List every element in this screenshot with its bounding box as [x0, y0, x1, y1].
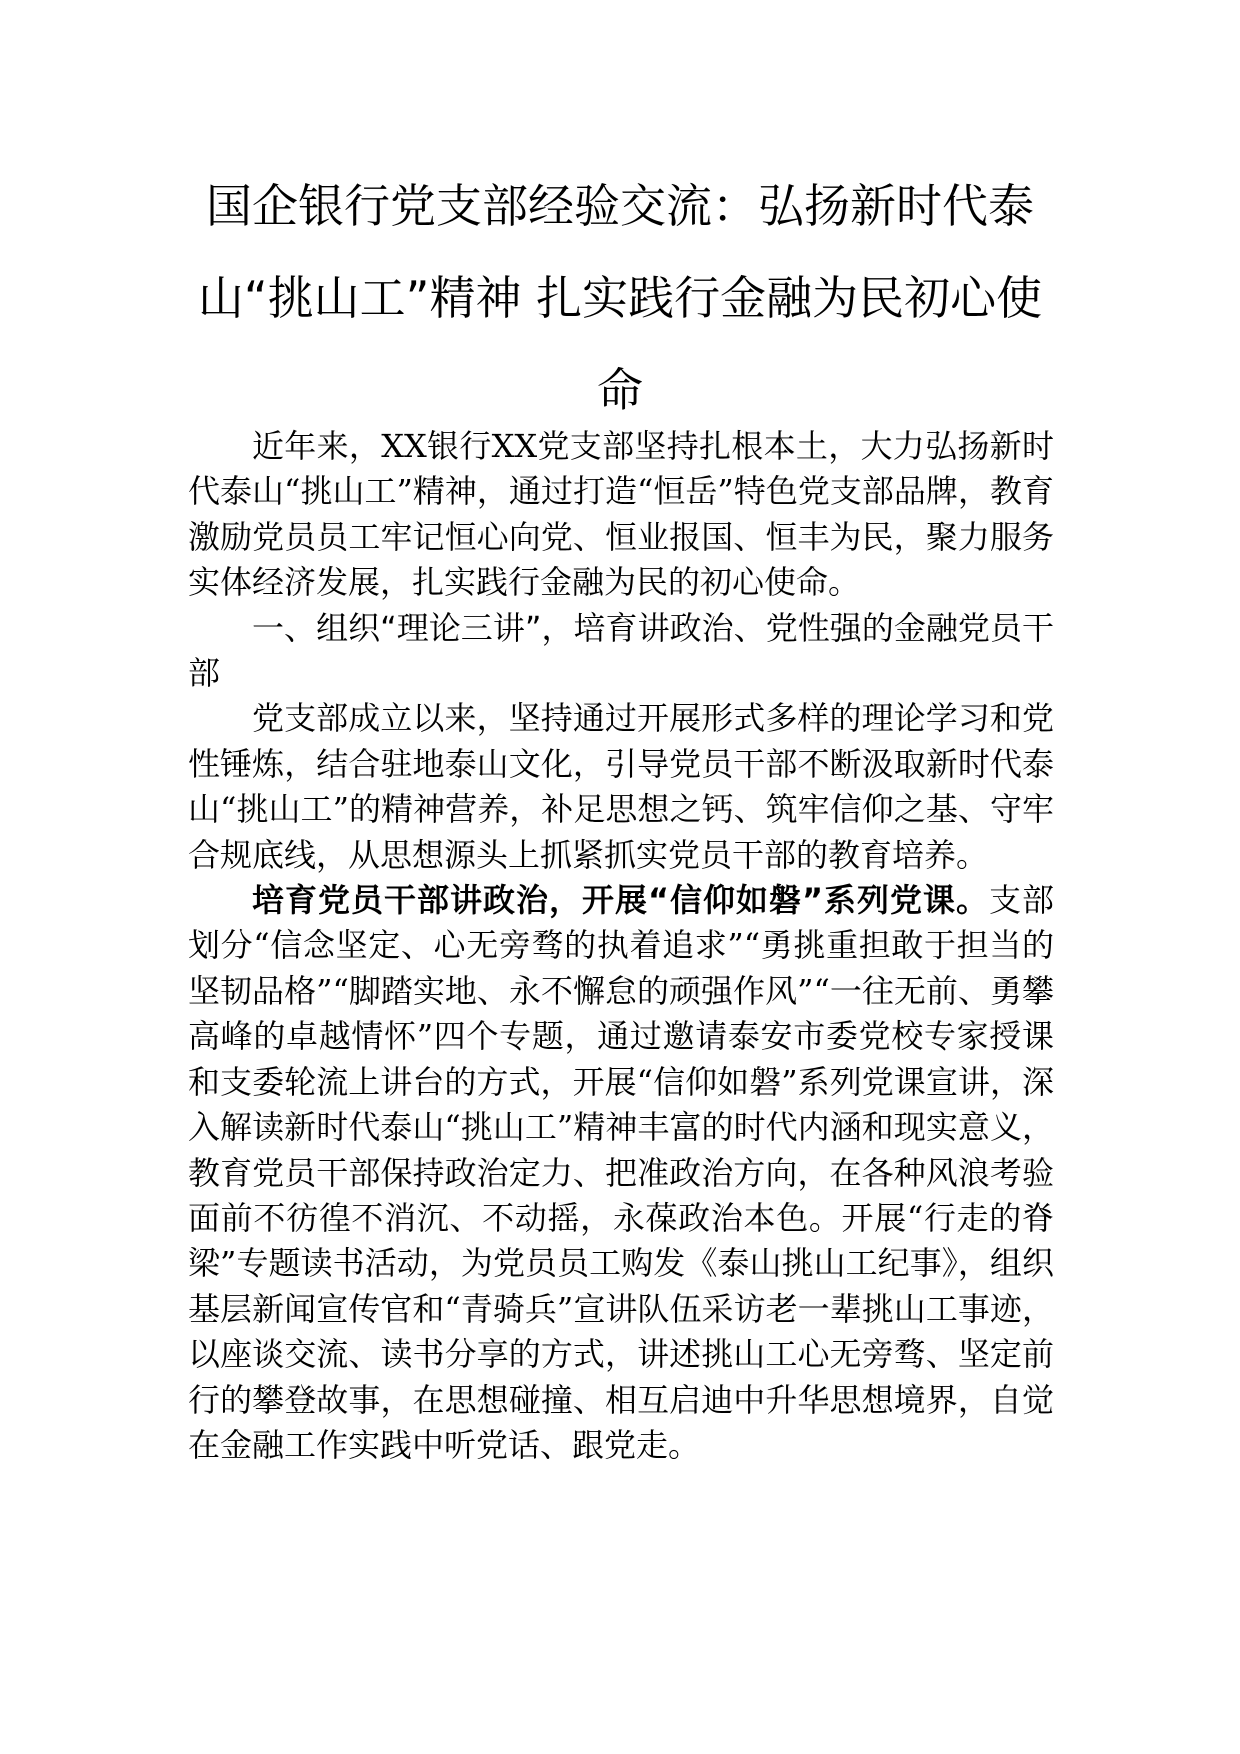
subsection-1-paragraph: [188, 878, 1054, 1468]
subsection-1-text: 支部划分“信念坚定、心无旁骛的执着追求”“勇挑重担敢于担当的坚韧品格”“脚踏实地、永不懈怠的顽强作风”“一往无前、勇攀高峰的卓越情怀”四个专题，通过邀请泰安市委党校专家授课和支委轮流上讲台的方式，开展“信仰如磐”系列党课宣讲，深入解读新时代泰山“挑山工”精神丰富的时代内涵和现实意义，教育党员干部保持政治定力、把准政治方向，在各种风浪考验面前不彷徨不消沉、不动摇，永葆政治本色。开展“行走的脊梁”专题读书活动，为党员员工购发《泰山挑山工纪事》，组织基层新闻宣传官和“青骑兵”宣讲队伍采访老一辈挑山工事迹，以座谈交流、读书分享的方式，讲述挑山工心无旁骛、坚定前行的攀登故事，在思想碰撞、相互启迪中升华思想境界，自觉在金融工作实践中听党话、跟党走。: [188, 881, 1054, 1464]
document-title: 国企银行党支部经验交流：弘扬新时代泰山“挑山工”精神 扎实践行金融为民初心使命: [197, 179, 1043, 417]
subsection-1-lead: 培育党员干部讲政治，开展“信仰如磐”系列党课。: [252, 881, 989, 920]
document-body: [188, 424, 1054, 1468]
intro-paragraph: 近年来，XX银行XX党支部坚持扎根本土，大力弘扬新时代泰山“挑山工”精神，通过打造“恒岳”特色党支部品牌，教育激励党员员工牢记恒心向党、恒业报国、恒丰为民，聚力服务实体经济发展，扎实践行金融为民的初心使命。: [188, 427, 1054, 602]
section-1-heading: 一、组织“理论三讲”，培育讲政治、党性强的金融党员干部: [188, 608, 1054, 693]
section-1-paragraph: 党支部成立以来，坚持通过开展形式多样的理论学习和党性锤炼，结合驻地泰山文化，引导党员干部不断汲取新时代泰山“挑山工”的精神营养，补足思想之钙、筑牢信仰之基、守牢合规底线，从思想源头上抓紧抓实党员干部的教育培养。: [188, 699, 1054, 874]
